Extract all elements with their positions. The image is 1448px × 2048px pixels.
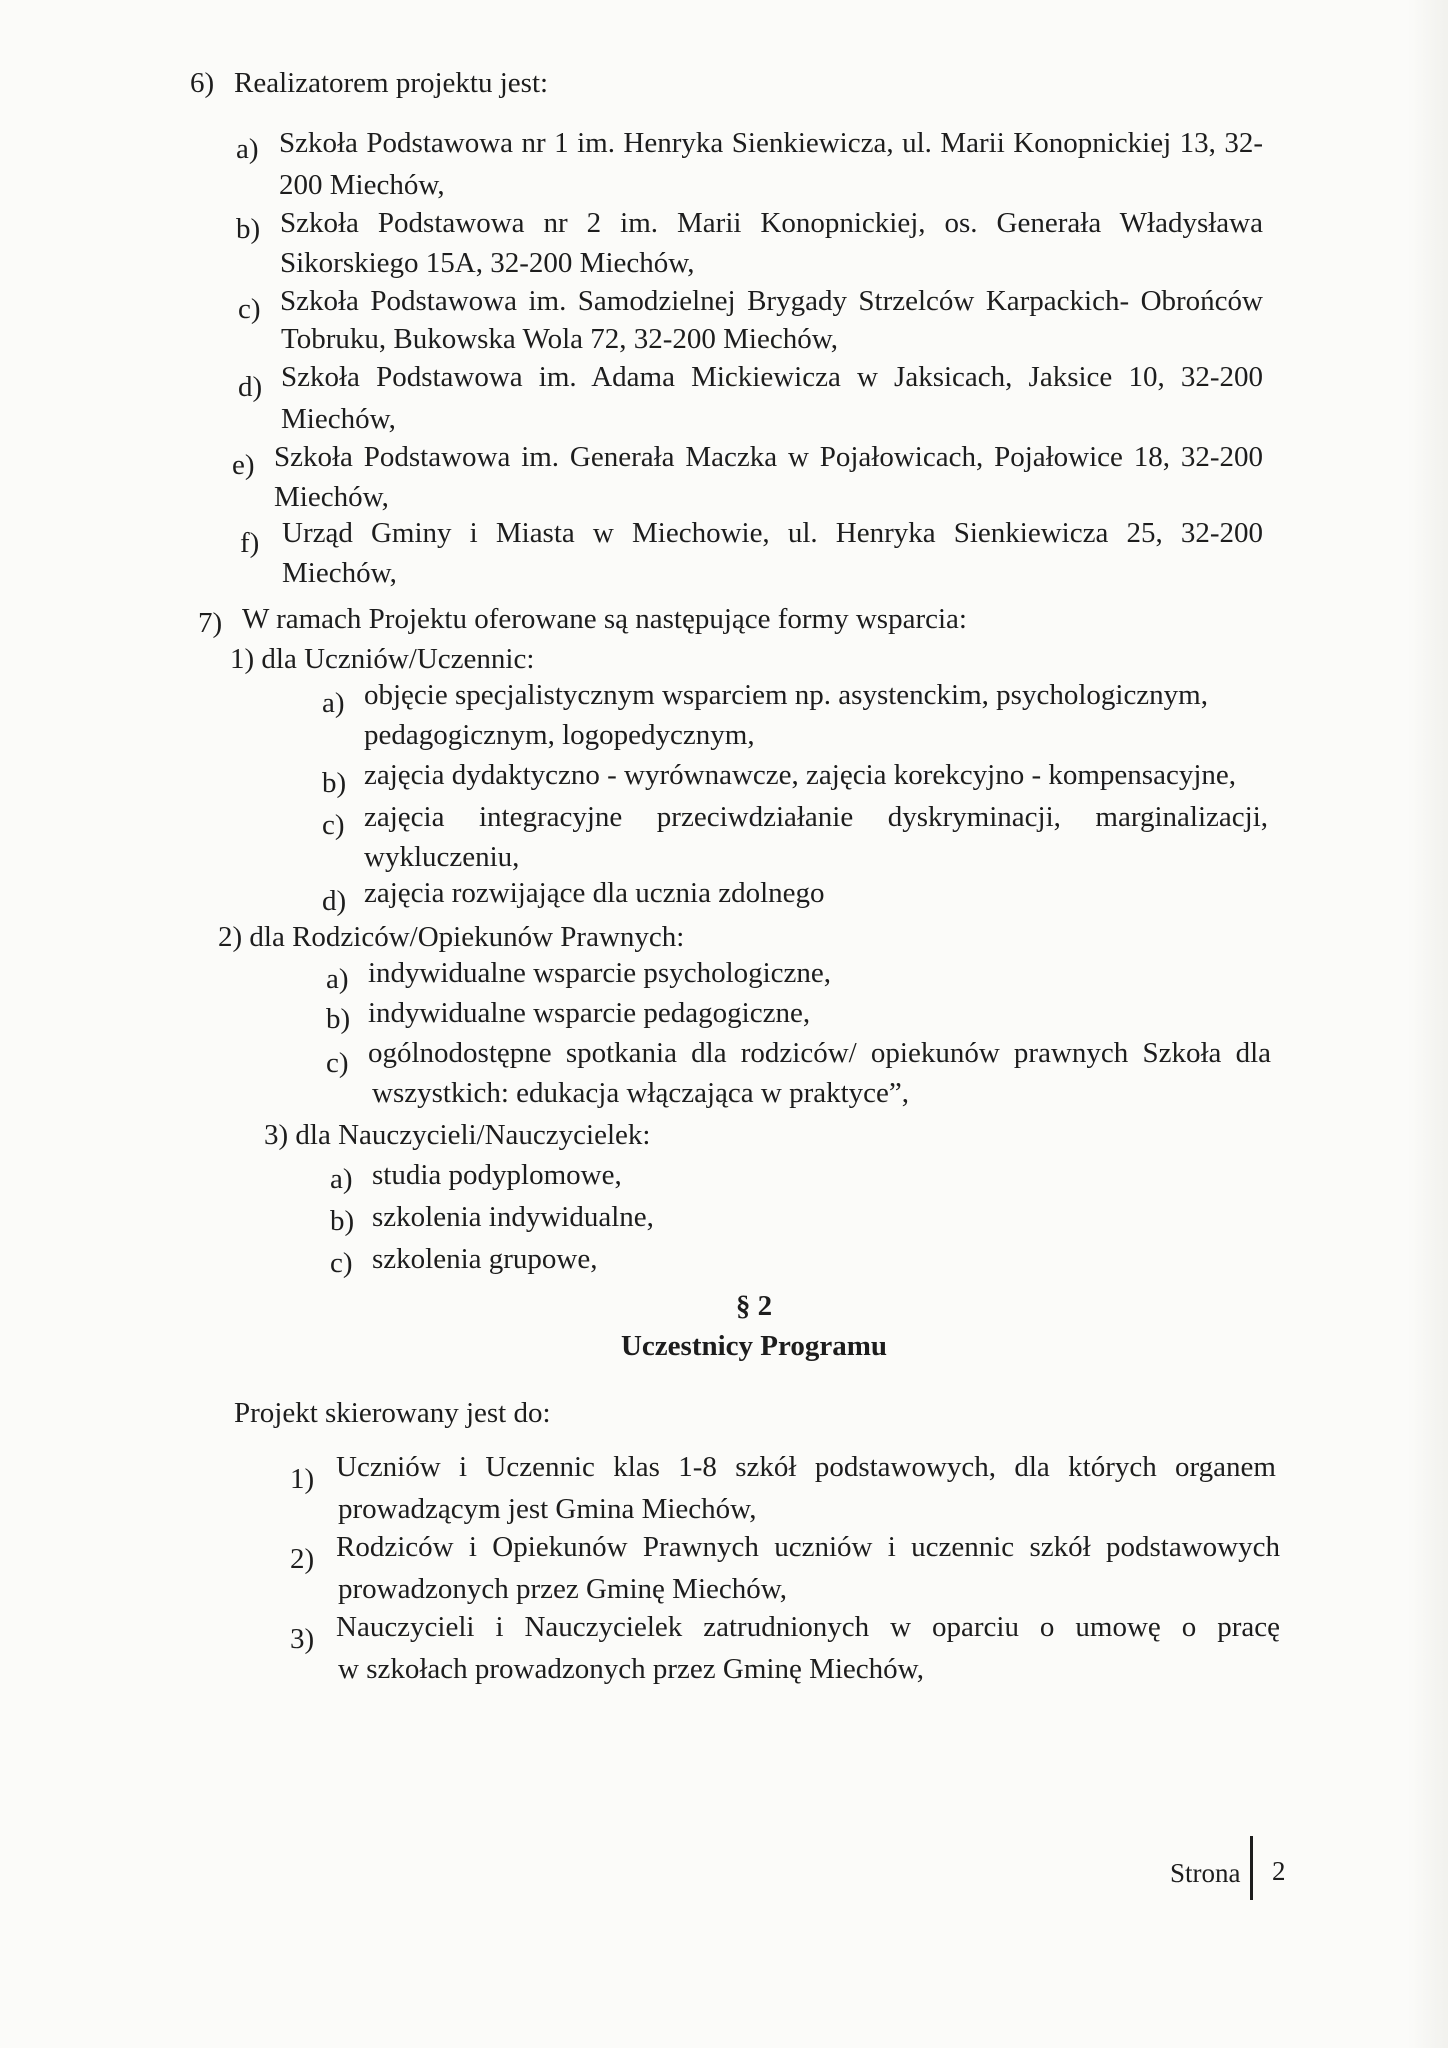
item-6d-line1: Szkoła Podstawowa im. Adama Mickiewicza w Jaksicach, Jaksice 10, 32-200 [281, 361, 1263, 393]
item-6f-line1: Urząd Gminy i Miasta w Miechowie, ul. Henryka Sienkiewicza 25, 32-200 [282, 517, 1263, 549]
item-6a-line2: 200 Miechów, [279, 169, 445, 201]
section-item-3-line1: Nauczycieli i Nauczycielek zatrudnionych w oparciu o umowę o pracę [336, 1611, 1280, 1643]
scan-edge-shadow [1408, 0, 1448, 2048]
section-item-2-marker: 2) [290, 1543, 315, 1575]
group-1a-marker: a) [322, 687, 345, 719]
group-2a-marker: a) [326, 963, 349, 995]
group-1c-marker: c) [322, 809, 345, 841]
section-item-2-line1: Rodziców i Opiekunów Prawnych uczniów i uczennic szkół podstawowych [336, 1531, 1280, 1563]
item-6b-line2: Sikorskiego 15A, 32-200 Miechów, [280, 247, 695, 279]
section-item-1-line1: Uczniów i Uczennic klas 1-8 szkół podstawowych, dla których organem [336, 1451, 1276, 1483]
item-6-heading: Realizatorem projektu jest: [234, 67, 549, 99]
item-6a-line1: Szkoła Podstawowa nr 1 im. Henryka Sienkiewicza, ul. Marii Konopnickiej 13, 32- [279, 127, 1263, 159]
item-6c-line2: Tobruku, Bukowska Wola 72, 32-200 Miechów, [281, 323, 839, 355]
group-3-heading: 3) dla Nauczycieli/Nauczycielek: [264, 1119, 651, 1151]
item-6b-marker: b) [236, 213, 261, 245]
group-2c-line1: ogólnodostępne spotkania dla rodziców/ opiekunów prawnych Szkoła dla [368, 1037, 1271, 1069]
section-item-1-marker: 1) [290, 1463, 315, 1495]
item-7-marker: 7) [198, 607, 223, 639]
footer-page-number: 2 [1272, 1856, 1286, 1886]
footer-page-label: Strona [1170, 1858, 1241, 1888]
item-6c-line1: Szkoła Podstawowa im. Samodzielnej Brygady Strzelców Karpackich- Obrońców [280, 285, 1263, 317]
section-title: Uczestnicy Programu [620, 1330, 888, 1362]
group-2c-marker: c) [326, 1047, 349, 1079]
item-6f-marker: f) [240, 527, 260, 559]
group-1a-line1: objęcie specjalistycznym wsparciem np. asystenckim, psychologicznym, [364, 679, 1208, 711]
group-1-heading: 1) dla Uczniów/Uczennic: [230, 643, 535, 675]
item-6d-line2: Miechów, [281, 403, 396, 435]
footer-divider [1250, 1836, 1253, 1900]
group-1d-marker: d) [322, 885, 347, 917]
section-item-3-marker: 3) [290, 1623, 315, 1655]
group-1a-line2: pedagogicznym, logopedycznym, [364, 719, 755, 751]
group-3a-marker: a) [330, 1163, 353, 1195]
item-6b-line1: Szkoła Podstawowa nr 2 im. Marii Konopnickiej, os. Generała Władysława [280, 207, 1263, 239]
group-2a-line1: indywidualne wsparcie psychologiczne, [368, 957, 832, 989]
group-2-heading: 2) dla Rodziców/Opiekunów Prawnych: [218, 921, 685, 953]
section-item-1-line2: prowadzącym jest Gmina Miechów, [338, 1493, 757, 1525]
group-1b-marker: b) [322, 767, 347, 799]
section-item-2-line2: prowadzonych przez Gminę Miechów, [338, 1573, 788, 1605]
item-6e-marker: e) [232, 449, 255, 481]
group-1c-line2: wykluczeniu, [364, 841, 520, 873]
item-6e-line1: Szkoła Podstawowa im. Generała Maczka w Pojałowicach, Pojałowice 18, 32-200 [274, 441, 1263, 473]
section-intro: Projekt skierowany jest do: [234, 1397, 551, 1429]
section-number: § 2 [735, 1290, 773, 1322]
group-3b-line1: szkolenia indywidualne, [372, 1201, 654, 1233]
group-1d-line1: zajęcia rozwijające dla ucznia zdolnego [364, 877, 825, 909]
group-1b-line1: zajęcia dydaktyczno - wyrównawcze, zajęcia korekcyjno - kompensacyjne, [364, 759, 1236, 791]
group-3c-marker: c) [330, 1247, 353, 1279]
section-item-3-line2: w szkołach prowadzonych przez Gminę Miechów, [338, 1653, 924, 1685]
group-1c-line1: zajęcia integracyjne przeciwdziałanie dyskryminacji, marginalizacji, [364, 801, 1268, 833]
item-6f-line2: Miechów, [282, 557, 397, 589]
item-6d-marker: d) [238, 371, 263, 403]
item-7-heading: W ramach Projektu oferowane są następujące formy wsparcia: [242, 603, 967, 635]
group-2b-line1: indywidualne wsparcie pedagogiczne, [368, 997, 811, 1029]
group-3a-line1: studia podyplomowe, [372, 1159, 622, 1191]
item-6a-marker: a) [236, 133, 259, 165]
item-6c-marker: c) [238, 293, 261, 325]
group-3b-marker: b) [330, 1205, 355, 1237]
group-3c-line1: szkolenia grupowe, [372, 1243, 598, 1275]
item-6-marker: 6) [190, 67, 215, 99]
item-6e-line2: Miechów, [274, 481, 389, 513]
group-2b-marker: b) [326, 1003, 351, 1035]
group-2c-line2: wszystkich: edukacja włączająca w praktyce”, [372, 1077, 910, 1109]
